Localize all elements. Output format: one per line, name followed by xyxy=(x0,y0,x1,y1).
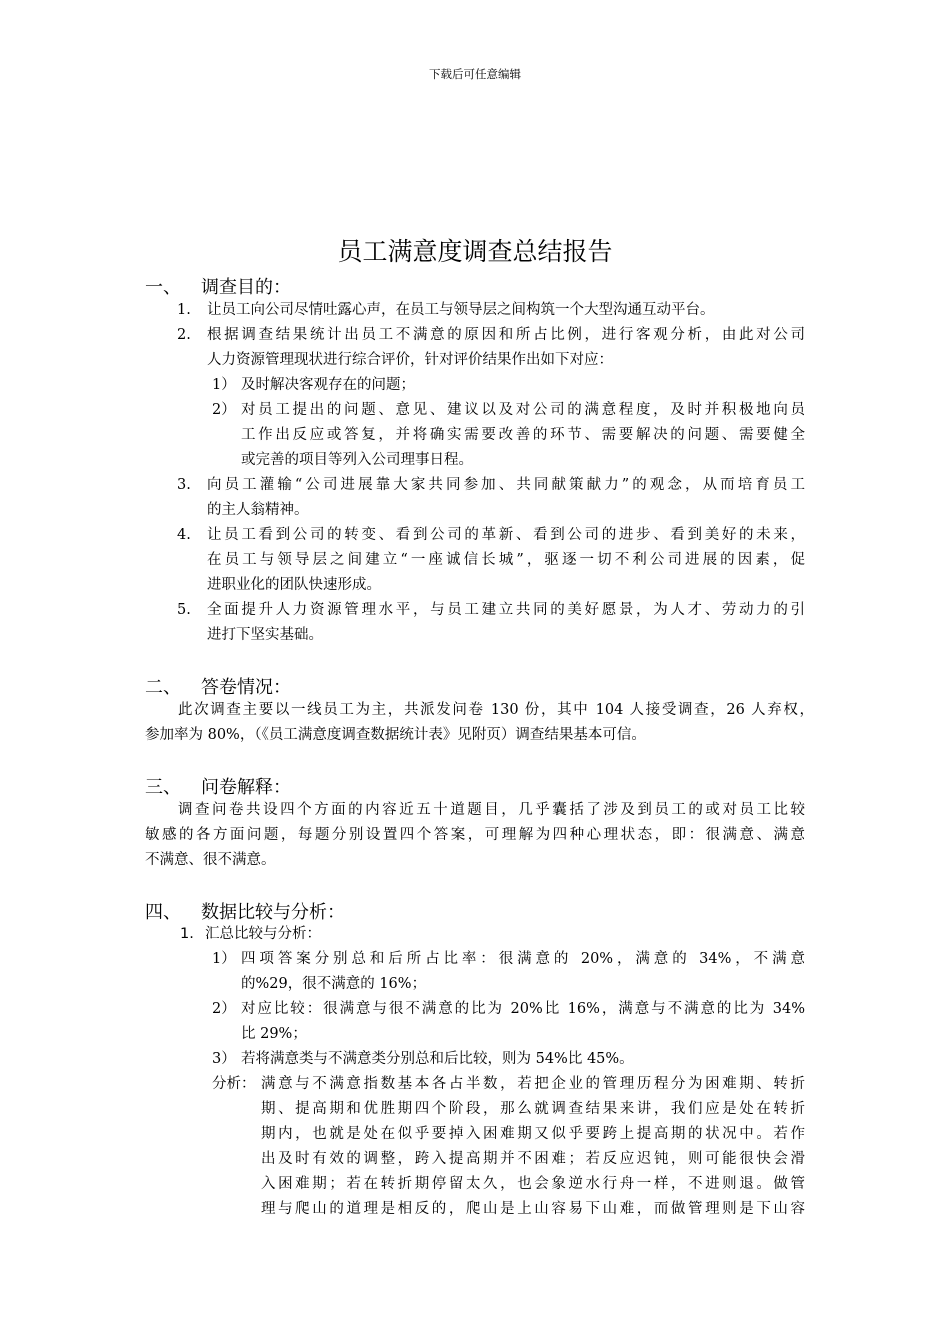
analysis-line-5: 入困难期；若在转折期停留太久，也会象逆水行舟一样，不进则退。做管 xyxy=(261,1176,805,1192)
summary-b-line-2: 比 29%； xyxy=(241,1026,307,1042)
summary-c-marker: 3） xyxy=(212,1051,236,1067)
section-3-line-3: 不满意、很不满意。 xyxy=(145,852,276,868)
item-5-marker: 5. xyxy=(177,602,191,618)
summary-a-line-1: 四项答案分别总和后所占比率：很满意的 20%，满意的 34%，不满意 xyxy=(241,951,805,967)
section-2-line-2: 参加率为 80%，（《员工满意度调查数据统计表》见附页）调查结果基本可信。 xyxy=(145,727,646,743)
analysis-line-4: 出及时有效的调整，跨入提高期并不困难；若反应迟钝，则可能很快会滑 xyxy=(261,1151,805,1167)
item-3-line-2: 的主人翁精神。 xyxy=(207,502,309,518)
summary-b-marker: 2） xyxy=(212,1001,236,1017)
analysis-label: 分析： xyxy=(212,1076,256,1092)
item-1-marker: 1. xyxy=(177,302,191,318)
item-4-marker: 4. xyxy=(177,527,191,543)
item-2-sub-1-line-1: 及时解决客观存在的问题； xyxy=(241,377,415,393)
section-2-heading: 二、 答卷情况： xyxy=(145,677,291,698)
item-2-sub-2-line-2: 工作出反应或答复，并将确实需要改善的环节、需要解决的问题、需要健全 xyxy=(241,427,805,443)
summary-a-line-2: 的%29，很不满意的 16%； xyxy=(241,976,427,992)
item-2-sub-2-line-3: 或完善的项目等列入公司理事日程。 xyxy=(241,452,473,468)
item-3-marker: 3. xyxy=(177,477,191,493)
analysis-line-1: 满意与不满意指数基本各占半数，若把企业的管理历程分为困难期、转折 xyxy=(261,1076,805,1092)
section-1-heading: 一、 调查目的： xyxy=(145,277,291,298)
summary-c-line-1: 若将满意类与不满意类分别总和后比较，则为 54%比 45%。 xyxy=(241,1051,634,1067)
section-4-subheading: 1. 汇总比较与分析： xyxy=(180,926,321,942)
item-2-line-1: 根据调查结果统计出员工不满意的原因和所占比例，进行客观分析，由此对公司 xyxy=(207,327,805,343)
document-title: 员工满意度调查总结报告 xyxy=(337,237,613,266)
item-2-line-2: 人力资源管理现状进行综合评价，针对评价结果作出如下对应： xyxy=(207,352,613,368)
item-2-sub-2-marker: 2） xyxy=(212,402,236,418)
item-4-line-2: 在员工与领导层之间建立“一座诚信长城”，驱逐一切不利公司进展的因素，促 xyxy=(207,552,805,568)
item-3-line-1: 向员工灌输“公司进展靠大家共同参加、共同献策献力”的观念，从而培育员工 xyxy=(207,477,805,493)
analysis-line-2: 期、提高期和优胜期四个阶段，那么就调查结果来讲，我们应是处在转折 xyxy=(261,1101,805,1117)
section-2-line-1: 此次调查主要以一线员工为主，共派发问卷 130 份，其中 104 人接受调查，26 人弃权， xyxy=(178,702,814,718)
section-3-heading: 三、 问卷解释： xyxy=(145,777,291,798)
analysis-line-3: 期内，也就是处在似乎要掉入困难期又似乎要跨上提高期的状况中。若作 xyxy=(261,1126,805,1142)
item-2-marker: 2. xyxy=(177,327,191,343)
page-header: 下载后可任意编辑 xyxy=(429,67,521,81)
item-5-line-1: 全面提升人力资源管理水平，与员工建立共同的美好愿景，为人才、劳动力的引 xyxy=(207,602,805,618)
section-3-line-1: 调查问卷共设四个方面的内容近五十道题目，几乎囊括了涉及到员工的或对员工比较 xyxy=(178,802,805,818)
item-1-line-1: 让员工向公司尽情吐露心声，在员工与领导层之间构筑一个大型沟通互动平台。 xyxy=(207,302,715,318)
item-5-line-2: 进打下坚实基础。 xyxy=(207,627,323,643)
item-4-line-3: 进职业化的团队快速形成。 xyxy=(207,577,381,593)
summary-a-marker: 1） xyxy=(212,951,236,967)
analysis-line-6: 理与爬山的道理是相反的，爬山是上山容易下山难，而做管理则是下山容 xyxy=(261,1201,805,1217)
section-3-line-2: 敏感的各方面问题，每题分别设置四个答案，可理解为四种心理状态，即：很满意、满意 xyxy=(145,827,805,843)
item-2-sub-1-marker: 1） xyxy=(212,377,236,393)
item-2-sub-2-line-1: 对员工提出的问题、意见、建议以及对公司的满意程度，及时并积极地向员 xyxy=(241,402,805,418)
summary-b-line-1: 对应比较：很满意与很不满意的比为 20%比 16%，满意与不满意的比为 34% xyxy=(241,1001,805,1017)
item-4-line-1: 让员工看到公司的转变、看到公司的革新、看到公司的进步、看到美好的未来， xyxy=(207,527,805,543)
section-4-heading: 四、 数据比较与分析： xyxy=(145,902,345,923)
